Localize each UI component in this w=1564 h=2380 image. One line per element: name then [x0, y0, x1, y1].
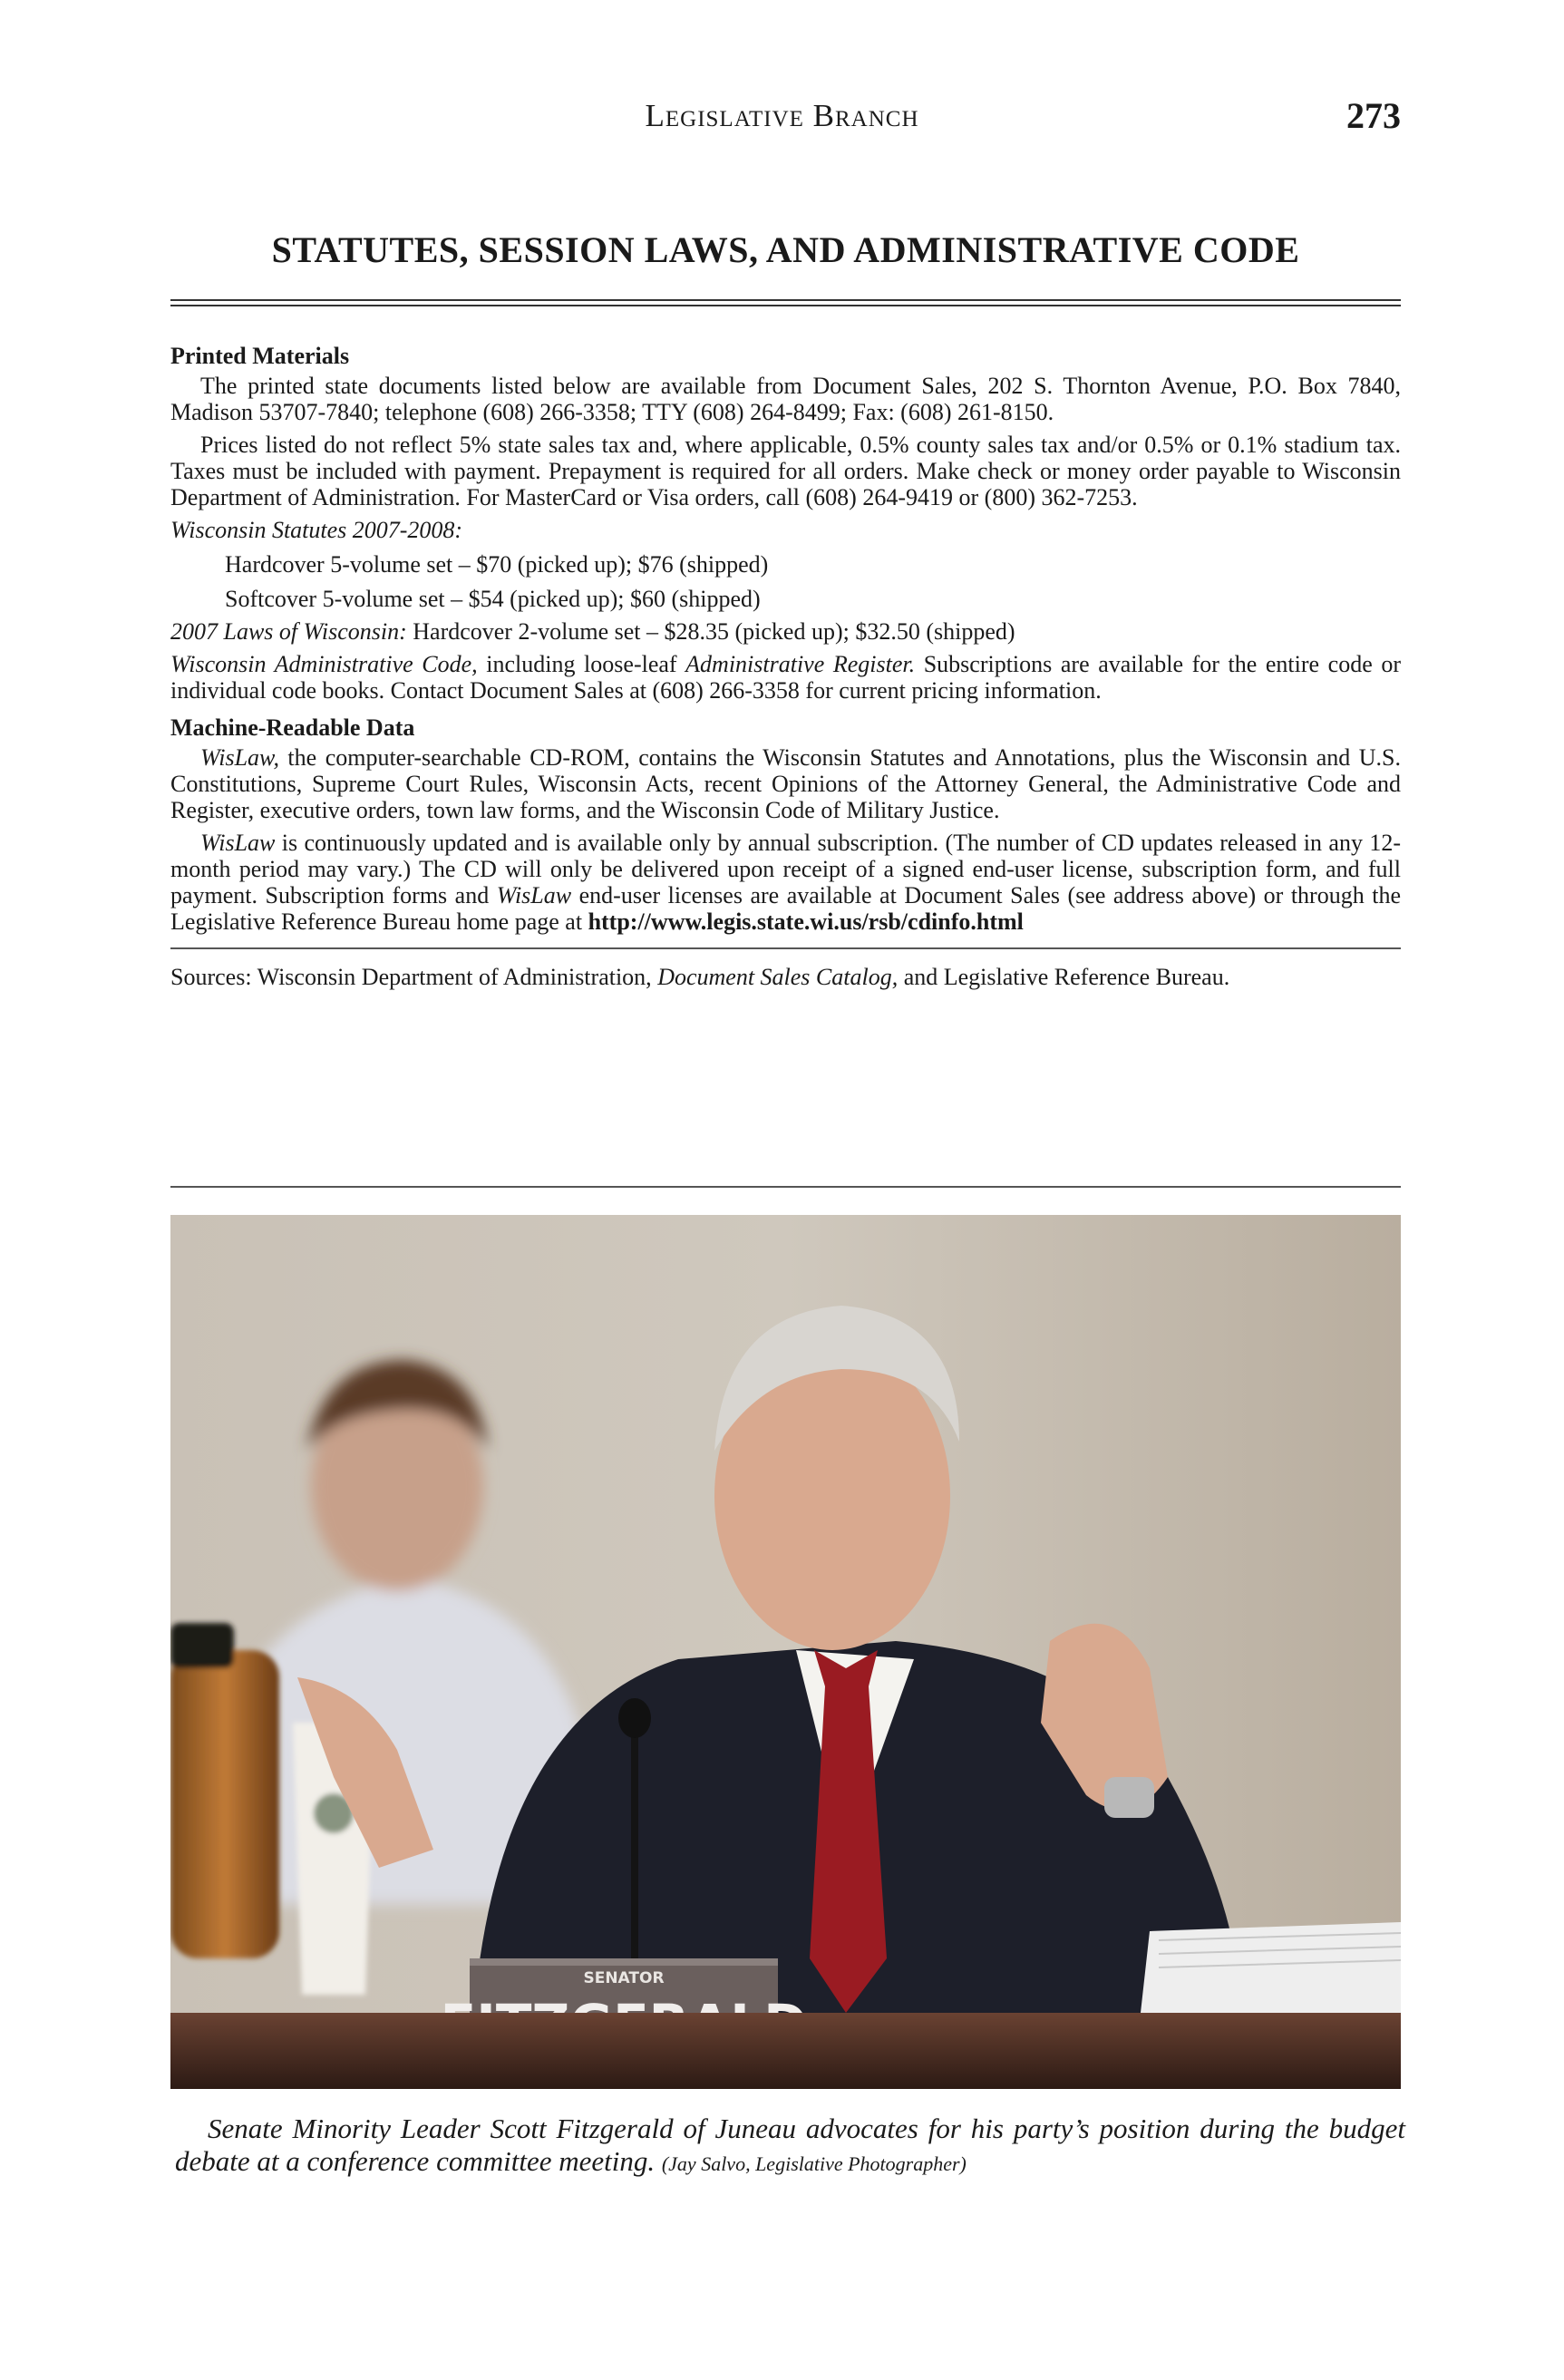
- laws-item: [170, 618, 1401, 645]
- section-title: STATUTES, SESSION LAWS, AND ADMINISTRATIVE CODE: [271, 229, 1300, 270]
- sources-text-b: and Legislative Reference Bureau.: [898, 964, 1230, 990]
- wislaw-paragraph-2: [170, 830, 1401, 935]
- wislaw-text-a: is continuously updated and is available only by annual subscription. (The number of CD updates released in any 12-month period may vary.) The CD will only be delivered upon receipt of a signed end-user license, subscription form, and full payment. Subscription forms and: [170, 830, 1401, 908]
- wislaw-name-2: WisLaw: [200, 830, 276, 856]
- wislaw-name-3: WisLaw: [496, 882, 572, 908]
- wislaw-paragraph-1: [170, 744, 1401, 823]
- admin-code-paragraph: [170, 651, 1401, 704]
- paper-stack: [1141, 1922, 1401, 2013]
- admin-code-title: Wisconsin Administrative Code,: [170, 651, 478, 677]
- hardcover-item: Hardcover 5-volume set – $70 (picked up); $76 (shipped): [225, 551, 769, 578]
- printed-materials-heading: Printed Materials: [170, 343, 350, 369]
- statutes-title: Wisconsin Statutes 2007-2008:: [170, 517, 463, 543]
- senator-photo: [170, 1215, 1401, 2089]
- wislaw-description: the computer-searchable CD-ROM, contains the Wisconsin Statutes and Annotations, plus the Wisconsin and U.S. Constitutions, Supreme Court Rules, Wisconsin Acts, recent Opinions of the Attorney General, the Administrative Code and Register, executive orders, town law forms, and the Wisconsin Code of Military Justice.: [170, 744, 1401, 823]
- cdinfo-link[interactable]: http://www.legis.state.wi.us/rsb/cdinfo.html: [588, 908, 1024, 935]
- sources-catalog: Document Sales Catalog,: [657, 964, 899, 990]
- nameplate-title: SENATOR: [583, 1969, 665, 1987]
- desk: [170, 2013, 1401, 2089]
- printed-intro-paragraph: The printed state documents listed below are available from Document Sales, 202 S. Thornton Avenue, P.O. Box 7840, Madison 53707-7840; telephone (608) 266-3358; TTY (608) 264-8499; Fax: (608) 261-8150.: [170, 373, 1401, 425]
- page-number: 273: [1346, 95, 1401, 136]
- running-title: Legislative Branch: [645, 98, 919, 133]
- admin-register-title: Administrative Register.: [685, 651, 916, 677]
- machine-readable-heading: Machine-Readable Data: [170, 714, 415, 741]
- water-pitcher: [170, 1623, 279, 1958]
- photo-caption: [175, 2113, 1405, 2181]
- prices-paragraph: Prices listed do not reflect 5% state sales tax and, where applicable, 0.5% county sales tax and/or 0.5% or 0.1% stadium tax. Taxes must be included with payment. Prepayment is required for all orders. Make check or money order payable to Wisconsin Department of Administration. For MasterCard or Visa orders, call (608) 264-9419 or (800) 362-7253.: [170, 432, 1401, 510]
- main-content: [170, 343, 1401, 990]
- photo-credit: (Jay Salvo, Legislative Photographer): [661, 2152, 967, 2175]
- photo-divider: [170, 1186, 1401, 1188]
- caption-text: Senate Minority Leader Scott Fitzgerald of Juneau advocates for his party’s position during the budget debate at a conference committee meeting.: [175, 2113, 1405, 2177]
- wislaw-text-b: end-user licenses are available at Document Sales (see address above) or through the Legislative Reference Bureau home page at: [170, 882, 1401, 935]
- sources-divider: [170, 947, 1401, 949]
- softcover-item: Softcover 5-volume set – $54 (picked up); $60 (shipped): [225, 586, 761, 612]
- laws-title: 2007 Laws of Wisconsin:: [170, 618, 407, 645]
- admin-code-text-b: Subscriptions are available for the entire code or individual code books. Contact Document Sales at (608) 266-3358 for current pricing information.: [170, 651, 1402, 704]
- double-rule-divider: [170, 299, 1401, 306]
- wislaw-name: WisLaw,: [200, 744, 279, 771]
- sources-line: [170, 964, 1401, 990]
- admin-code-text-a: including loose-leaf: [477, 651, 686, 677]
- laws-text: Hardcover 2-volume set – $28.35 (picked up); $32.50 (shipped): [406, 618, 1015, 645]
- sources-text-a: Sources: Wisconsin Department of Administration,: [170, 964, 658, 990]
